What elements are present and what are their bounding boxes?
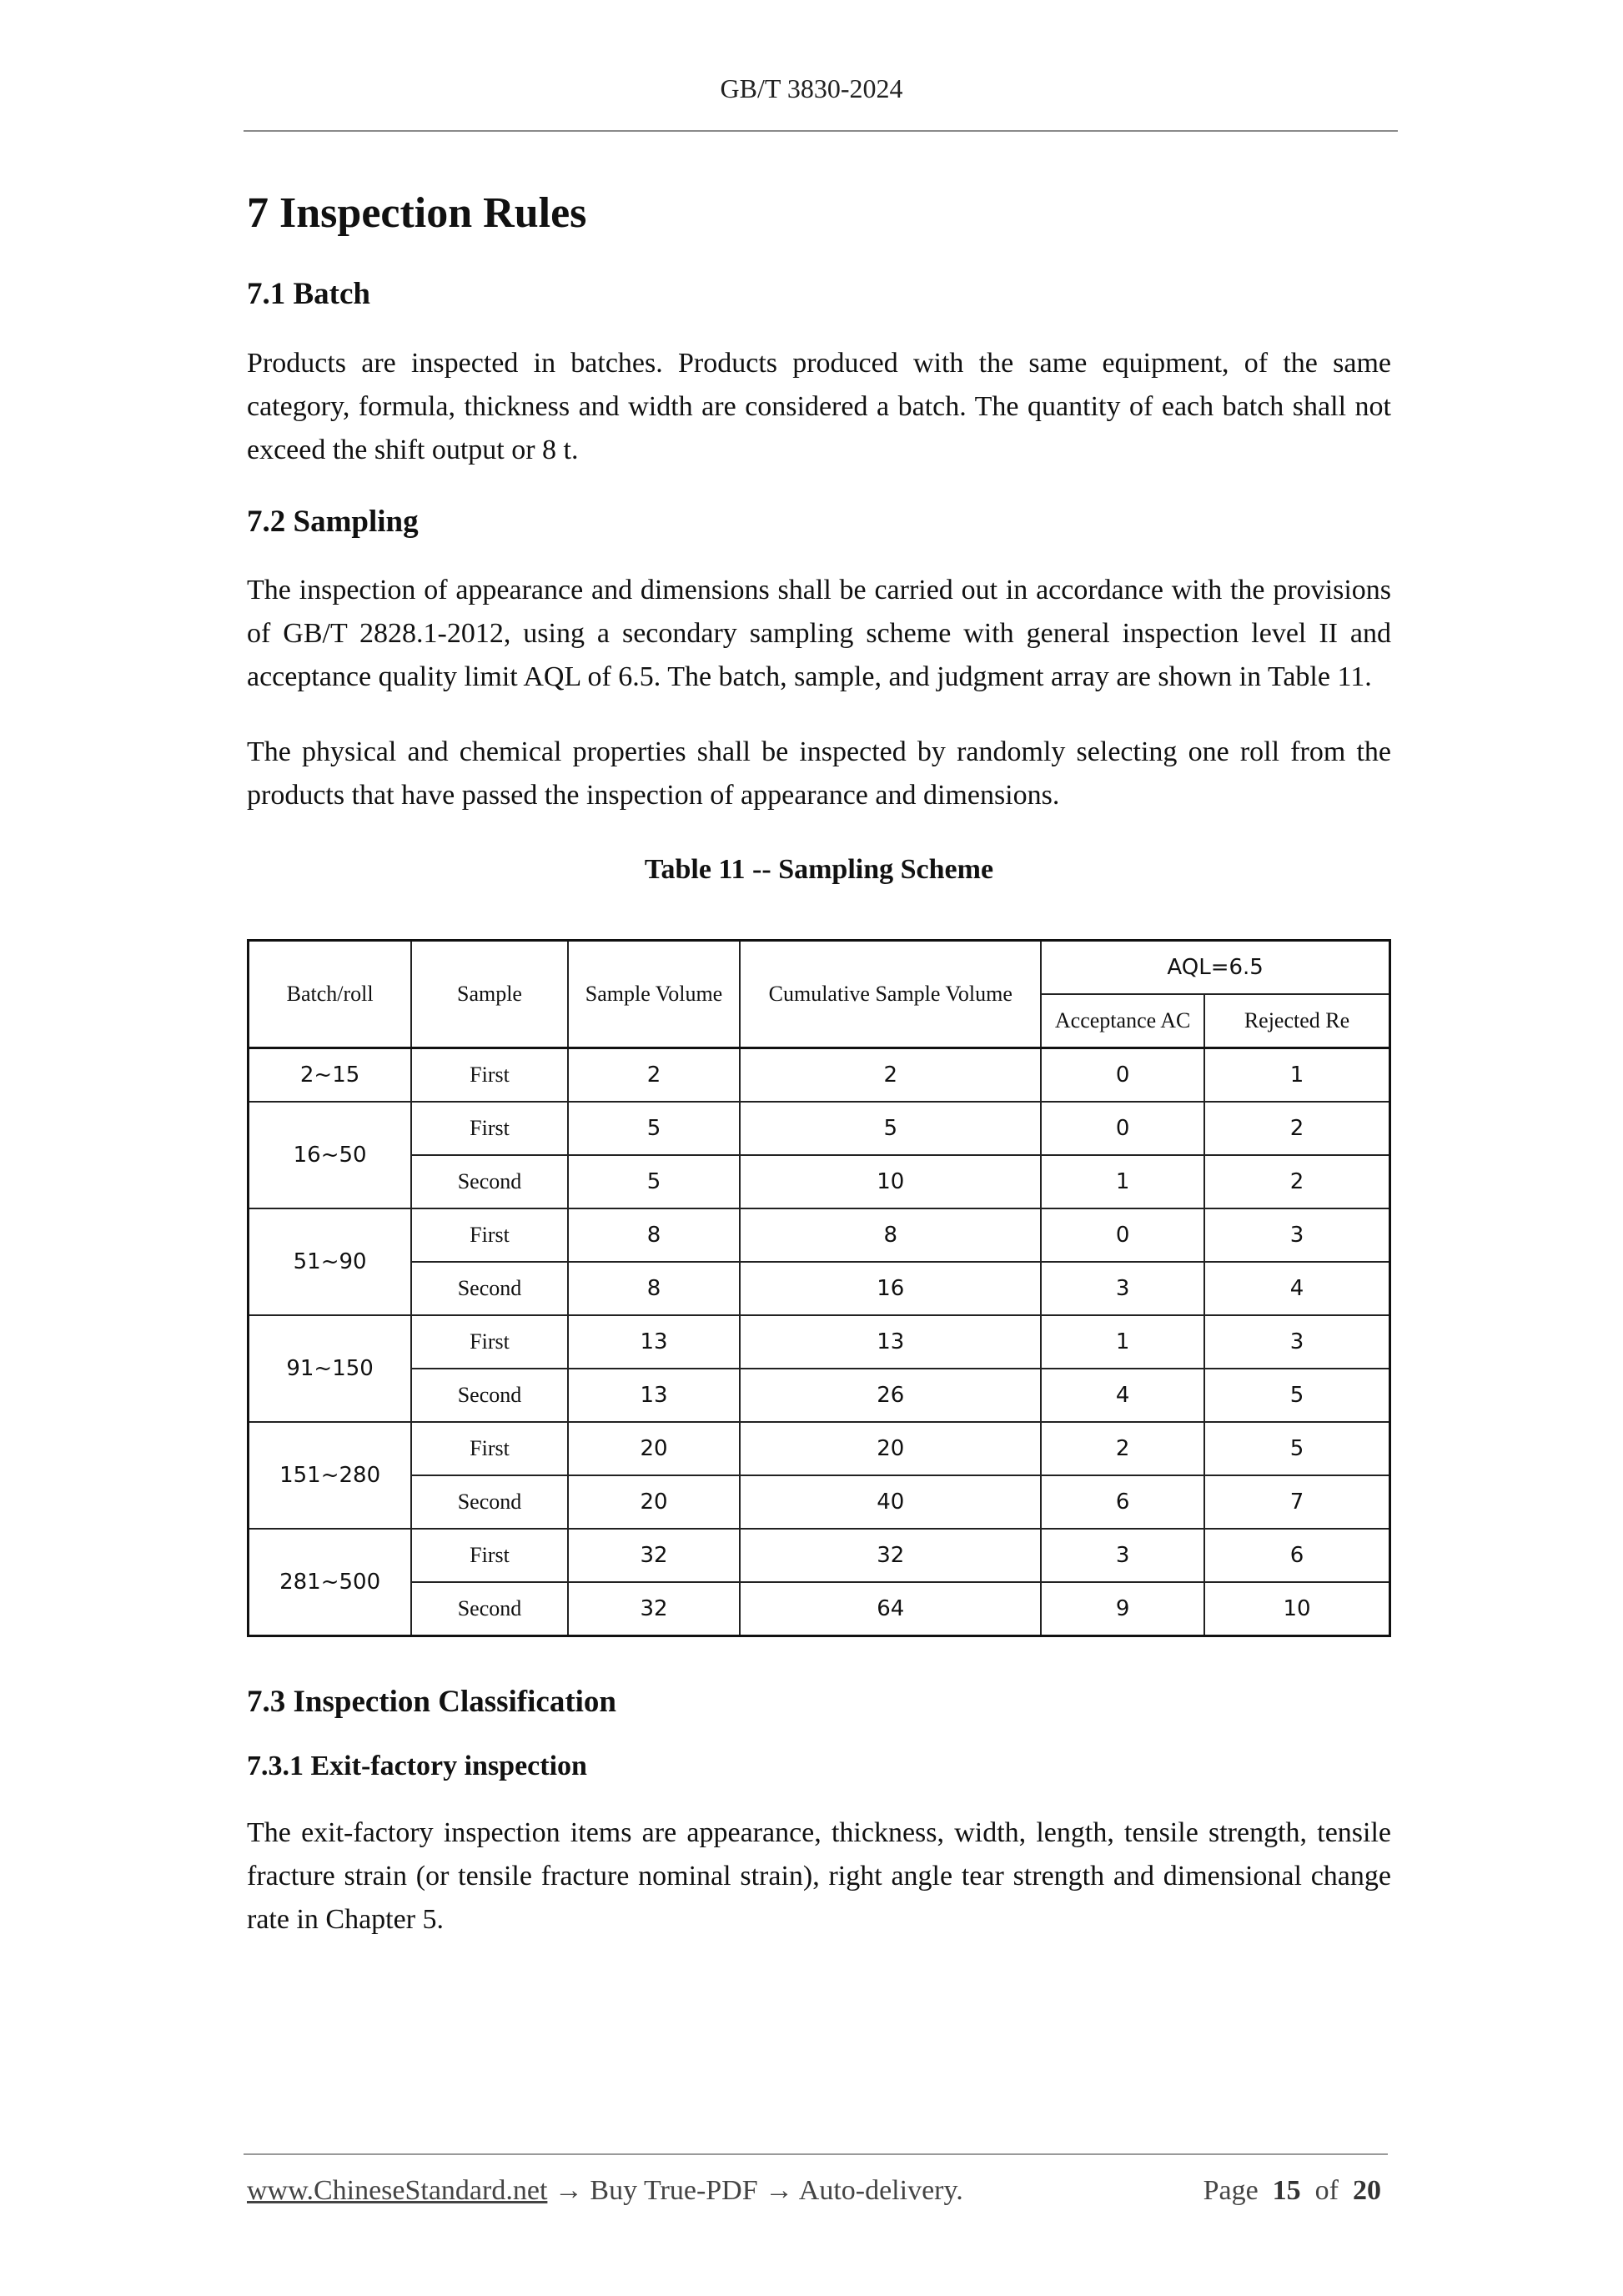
sample-cell: Second [411,1582,568,1636]
table-row [249,1102,1390,1155]
acceptance-ac-cell: 1 [1041,1155,1204,1208]
batch-range-cell: 51~90 [249,1208,412,1315]
rejected-re-cell: 6 [1204,1529,1390,1582]
sample-volume-cell: 5 [568,1155,740,1208]
sample-volume-cell: 2 [568,1048,740,1103]
acceptance-ac-cell: 3 [1041,1529,1204,1582]
acceptance-ac-cell: 1 [1041,1315,1204,1369]
batch-range-cell: 281~500 [249,1529,412,1636]
cumulative-volume-cell: 8 [740,1208,1041,1262]
footer-auto-delivery-text: Auto-delivery. [798,2175,963,2206]
sample-volume-cell: 20 [568,1475,740,1529]
sample-cell: Second [411,1262,568,1315]
table-row [249,1155,1390,1208]
section-7-2-title: 7.2 Sampling [247,504,419,539]
header-doc-code: GB/T 3830-2024 [720,73,903,103]
cumulative-volume-cell: 16 [740,1262,1041,1315]
sample-cell: First [411,1529,568,1582]
acceptance-ac-cell: 9 [1041,1582,1204,1636]
acceptance-ac-cell: 0 [1041,1102,1204,1155]
exit-factory-paragraph: The exit-factory inspection items are appearance, thickness, width, length, tensile strength, tensile fracture strain (or tensile fracture nominal strain), right angle tear strength and dimensional change rate in Chapter 5. [247,1817,1391,1936]
table-row [249,1208,1390,1262]
table-row [249,1048,1390,1103]
rejected-re-cell: 2 [1204,1155,1390,1208]
sample-cell: First [411,1048,568,1103]
acceptance-ac-cell: 0 [1041,1048,1204,1103]
acceptance-ac-cell: 6 [1041,1475,1204,1529]
header-divider [244,130,1398,132]
cumulative-volume-cell: 40 [740,1475,1041,1529]
table-row [249,1529,1390,1582]
footer-buy-text: Buy True-PDF [590,2175,758,2206]
footer-page-word: Page [1203,2175,1259,2206]
arrow-right-icon: → [765,2175,794,2206]
sample-volume-cell: 13 [568,1315,740,1369]
sampling-paragraph-1: The inspection of appearance and dimensions shall be carried out in accordance with the provisions of GB/T 2828.1-2012, using a secondary sampling scheme with general inspection level II and acceptance quality limit AQL of 6.5. The batch, sample, and judgment array are shown in Table 11. [247,575,1391,693]
footer-of-word: of [1314,2175,1339,2206]
rejected-re-cell: 4 [1204,1262,1390,1315]
header-cumulative-volume: Cumulative Sample Volume [740,941,1041,1048]
section-7-1-title: 7.1 Batch [247,277,370,312]
batch-paragraph: Products are inspected in batches. Products produced with the same equipment, of the same category, formula, thickness and width are considered a batch. The quantity of each batch shall not exceed the shift output or 8 t. [247,347,1391,465]
acceptance-ac-cell: 2 [1041,1422,1204,1475]
header-rejected-re: Rejected Re [1204,994,1390,1048]
header-aql: AQL=6.5 [1041,941,1389,995]
sampling-paragraph-2: The physical and chemical properties shall be inspected by randomly selecting one roll from the products that have passed the inspection of appearance and dimensions. [247,736,1391,811]
sample-cell: Second [411,1369,568,1422]
cumulative-volume-cell: 13 [740,1315,1041,1369]
rejected-re-cell: 3 [1204,1208,1390,1262]
arrow-right-icon: → [554,2175,583,2206]
footer-page-total: 20 [1353,2175,1381,2206]
batch-range-cell: 151~280 [249,1422,412,1529]
table-row [249,1422,1390,1475]
cumulative-volume-cell: 26 [740,1369,1041,1422]
table-body [249,1048,1390,1636]
acceptance-ac-cell: 3 [1041,1262,1204,1315]
header-acceptance-ac: Acceptance AC [1041,994,1204,1048]
section-7-3-title: 7.3 Inspection Classification [247,1685,617,1720]
rejected-re-cell: 1 [1204,1048,1390,1103]
table-row [249,1475,1390,1529]
section-7-3-1-title: 7.3.1 Exit-factory inspection [247,1750,587,1781]
rejected-re-cell: 5 [1204,1369,1390,1422]
cumulative-volume-cell: 20 [740,1422,1041,1475]
page-content [247,188,1391,1973]
sample-volume-cell: 5 [568,1102,740,1155]
cumulative-volume-cell: 2 [740,1048,1041,1103]
cumulative-volume-cell: 5 [740,1102,1041,1155]
sample-volume-cell: 8 [568,1262,740,1315]
rejected-re-cell: 10 [1204,1582,1390,1636]
batch-range-cell: 91~150 [249,1315,412,1422]
rejected-re-cell: 2 [1204,1102,1390,1155]
cumulative-volume-cell: 10 [740,1155,1041,1208]
sample-cell: First [411,1422,568,1475]
sample-volume-cell: 8 [568,1208,740,1262]
chapter-title: 7 Inspection Rules [247,189,587,237]
sample-cell: Second [411,1475,568,1529]
cumulative-volume-cell: 32 [740,1529,1041,1582]
acceptance-ac-cell: 4 [1041,1369,1204,1422]
table-11-caption: Table 11 -- Sampling Scheme [644,854,994,886]
rejected-re-cell: 7 [1204,1475,1390,1529]
sample-cell: Second [411,1155,568,1208]
sample-volume-cell: 13 [568,1369,740,1422]
sample-cell: First [411,1102,568,1155]
table-row [249,1262,1390,1315]
footer-page-number: 15 [1272,2175,1301,2206]
batch-range-cell: 16~50 [249,1102,412,1208]
footer-site-link[interactable]: www.ChineseStandard.net [247,2175,548,2206]
header-batch: Batch/roll [249,941,412,1048]
sample-volume-cell: 20 [568,1422,740,1475]
table-row [249,1369,1390,1422]
sample-cell: First [411,1315,568,1369]
acceptance-ac-cell: 0 [1041,1208,1204,1262]
rejected-re-cell: 5 [1204,1422,1390,1475]
table-row [249,1582,1390,1636]
batch-range-cell: 2~15 [249,1048,412,1103]
header-sample: Sample [411,941,568,1048]
sample-volume-cell: 32 [568,1529,740,1582]
footer-divider [244,2153,1388,2155]
cumulative-volume-cell: 64 [740,1582,1041,1636]
sample-cell: First [411,1208,568,1262]
rejected-re-cell: 3 [1204,1315,1390,1369]
header-sample-volume: Sample Volume [568,941,740,1048]
sampling-scheme-table [247,939,1391,1637]
table-row [249,1315,1390,1369]
sample-volume-cell: 32 [568,1582,740,1636]
